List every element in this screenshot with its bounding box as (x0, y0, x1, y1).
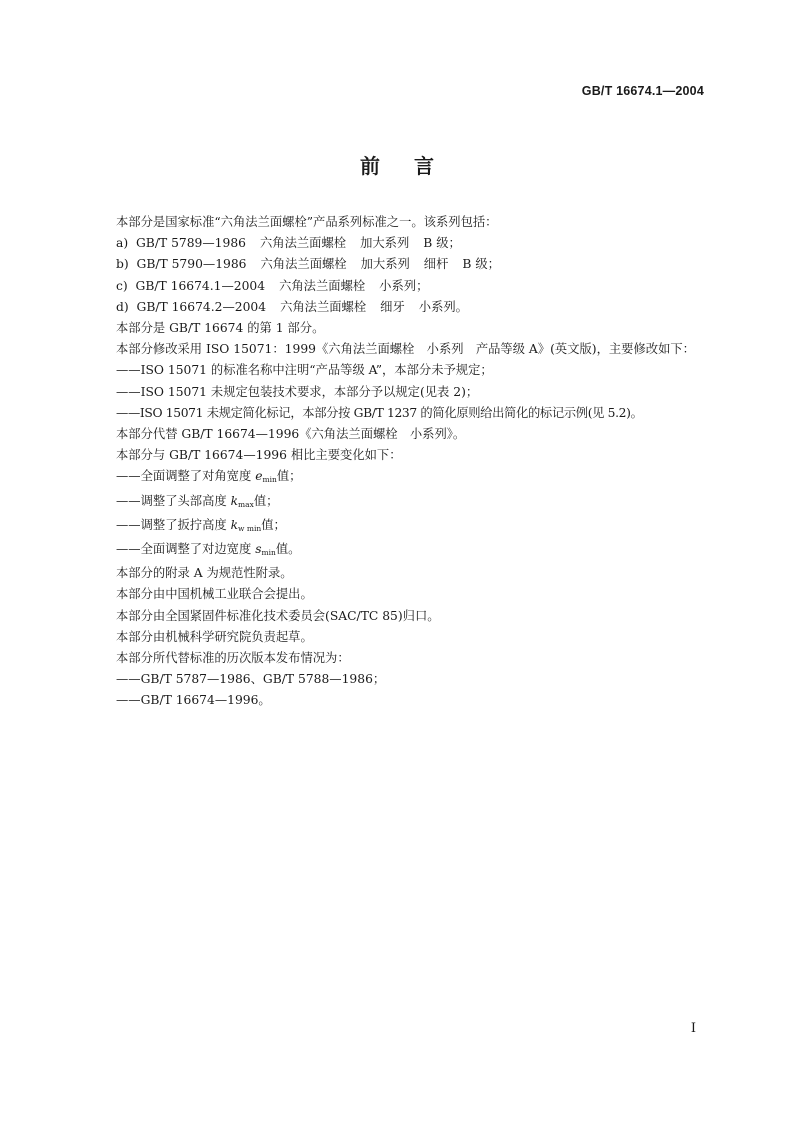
paragraph-history: 本部分所代替标准的历次版本发布情况为： (116, 651, 350, 666)
product-name: 六角法兰面螺栓 (259, 236, 347, 251)
modification-item: ——ISO 15071 的标准名称中注明“产品等级 A”，本部分未予规定； (116, 363, 493, 378)
series: 小系列。 (418, 299, 468, 314)
list-marker: a) (116, 236, 129, 251)
modification-item: ——ISO 15071 未规定包装技术要求，本部分予以规定(见表 2)； (116, 384, 479, 399)
list-marker: d) (116, 299, 129, 314)
standard-ref: GB/T 16674.2—2004 (136, 299, 267, 314)
variant: 细牙 (380, 299, 405, 314)
list-marker: b) (116, 257, 129, 272)
symbol-subscript: w min (238, 523, 262, 533)
symbol-subscript: min (262, 475, 277, 485)
list-item (90, 254, 704, 275)
change-item (90, 466, 704, 490)
product-name: 六角法兰面螺栓 (279, 278, 366, 293)
change-item (90, 491, 704, 515)
symbol-subscript: max (238, 499, 254, 509)
list-marker: c) (116, 278, 128, 293)
change-text: ——调整了扳拧高度 (116, 517, 231, 532)
list-item (90, 297, 704, 318)
change-text: ——全面调整了对边宽度 (116, 542, 256, 557)
series: 加大系列 (360, 236, 410, 251)
paragraph-adoption: 本部分修改采用 ISO 15071：1999《六角法兰面螺栓 小系列 产品等级 A》(英文版)，主要修改如下： (116, 342, 695, 357)
paragraph-proposer: 本部分由中国机械工业联合会提出。 (116, 587, 313, 602)
change-suffix: 值； (261, 517, 286, 532)
product-name: 六角法兰面螺栓 (260, 257, 347, 272)
symbol: k (230, 493, 239, 508)
change-suffix: 值。 (275, 542, 301, 557)
change-text: ——全面调整了对角宽度 (116, 469, 256, 484)
paragraph-intro: 本部分是国家标准“六角法兰面螺栓”产品系列标准之一。该系列包括： (116, 215, 498, 229)
paragraph-part: 本部分是 GB/T 16674 的第 1 部分。 (116, 321, 325, 336)
series: 加大系列 (360, 257, 410, 272)
symbol: k (230, 517, 239, 532)
change-item (90, 539, 704, 563)
change-suffix: 值； (276, 469, 302, 484)
symbol: e (255, 469, 263, 484)
standard-ref: GB/T 5789—1986 (135, 236, 246, 251)
standard-ref: GB/T 5790—1986 (136, 257, 247, 272)
product-name: 六角法兰面螺栓 (280, 299, 367, 314)
grade: B 级； (423, 236, 461, 251)
modification-item: ——ISO 15071 未规定简化标记，本部分按 GB/T 1237 的简化原则给出简化的标记示例(见 5.2)。 (116, 405, 643, 420)
page-title: 前言 (360, 154, 468, 178)
change-suffix: 值； (253, 493, 279, 508)
history-item: ——GB/T 5787—1986、GB/T 5788—1986； (116, 672, 386, 687)
page-number: I (690, 1021, 696, 1036)
paragraph-annex: 本部分的附录 A 为规范性附录。 (116, 566, 293, 581)
standard-code: GB/T 16674.1—2004 (581, 84, 704, 98)
change-item (90, 515, 704, 539)
paragraph-changes: 本部分与 GB/T 16674—1996 相比主要变化如下： (116, 448, 402, 463)
grade: B 级； (462, 257, 500, 272)
list-item (90, 276, 704, 297)
document-body (90, 212, 704, 712)
history-item: ——GB/T 16674—1996。 (116, 693, 271, 708)
paragraph-committee: 本部分由全国紧固件标准化技术委员会(SAC/TC 85)归口。 (116, 608, 440, 623)
symbol: s (255, 542, 262, 557)
change-text: ——调整了头部高度 (116, 493, 231, 508)
paragraph-replaces: 本部分代替 GB/T 16674—1996《六角法兰面螺栓 小系列》。 (116, 427, 466, 442)
variant: 细杆 (423, 257, 449, 272)
paragraph-drafter: 本部分由机械科学研究院负责起草。 (116, 629, 313, 644)
series: 小系列； (379, 278, 429, 293)
list-item (90, 233, 704, 254)
standard-ref: GB/T 16674.1—2004 (135, 278, 266, 293)
symbol-subscript: min (261, 548, 276, 558)
